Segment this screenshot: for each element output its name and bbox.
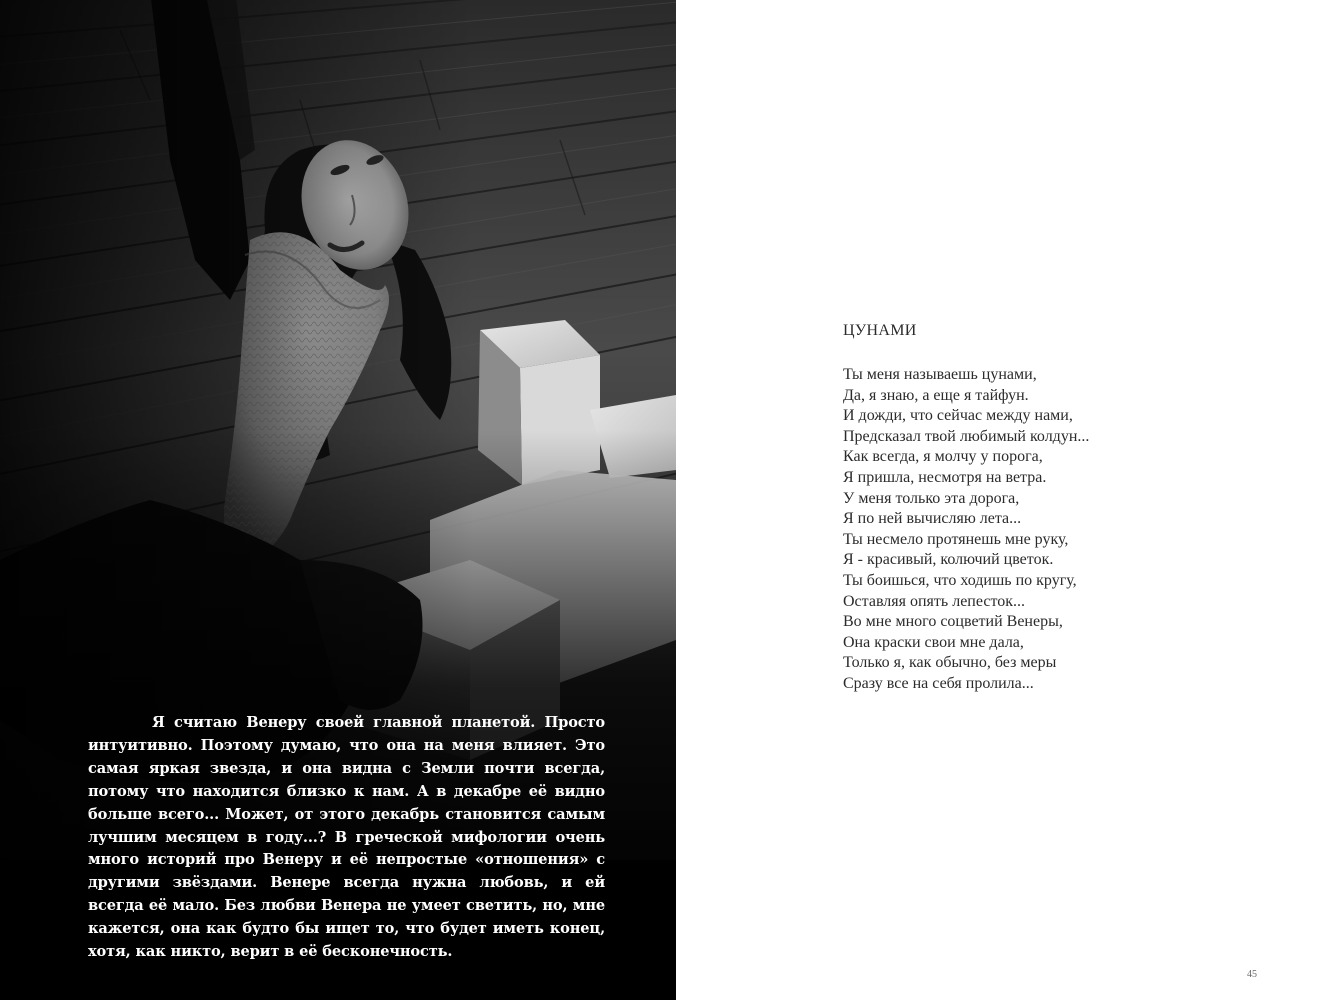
poem-line: Сразу все на себя пролила... [843,674,1034,692]
poem-line: Ты несмело протянешь мне руку, [843,530,1069,548]
poem-line: Во мне много соцветий Венеры, [843,613,1063,631]
poem-line: Оставляя опять лепесток... [843,592,1026,610]
page-number: 45 [1247,969,1257,980]
poem-line: Да, я знаю, а еще я тайфун. [843,386,1029,404]
poem-line: Я пришла, несмотря на ветра. [843,468,1047,486]
right-page [676,0,1332,1000]
poem-line: И дожди, что сейчас между нами, [843,407,1073,425]
poem-line: Только я, как обычно, без меры [843,654,1057,672]
poem-line: Предсказал твой любимый колдун... [843,427,1090,445]
poem-line: Ты меня называешь цунами, [843,366,1037,383]
poem-line: Как всегда, я молчу у порога, [843,448,1043,466]
poem-line: Я - красивый, колючий цветок. [843,551,1054,569]
poem-title: ЦУНАМИ [843,322,917,339]
poem-line: Ты боишься, что ходишь по кругу, [843,571,1077,589]
essay-text: Я считаю Венеру своей главной планетой. Просто интуитивно. Поэтому думаю, что она на меня влияет. Это самая яркая звезда, и она видна с Земли почти всегда, потому что находится близко к нам. А в декабре её видно больше всего... Может, от этого декабрь становится самым лучшим месяцем в году...? В греческой мифологии очень много историй про Венеру и её непростые «отношения» с другими звёздами. Венере всегда нужна любовь, и ей всегда её мало. Без любви Венера не умеет светить, но, мне кажется, она как будто бы ищет то, что будет иметь конец, хотя, как никто, верит в её бесконечность. [88,714,605,961]
poem-line: Я по ней вычисляю лета... [843,510,1022,528]
poem-line: Она краски свои мне дала, [843,633,1024,651]
poem-line: У меня только эта дорога, [843,489,1020,507]
poem [843,365,1089,695]
